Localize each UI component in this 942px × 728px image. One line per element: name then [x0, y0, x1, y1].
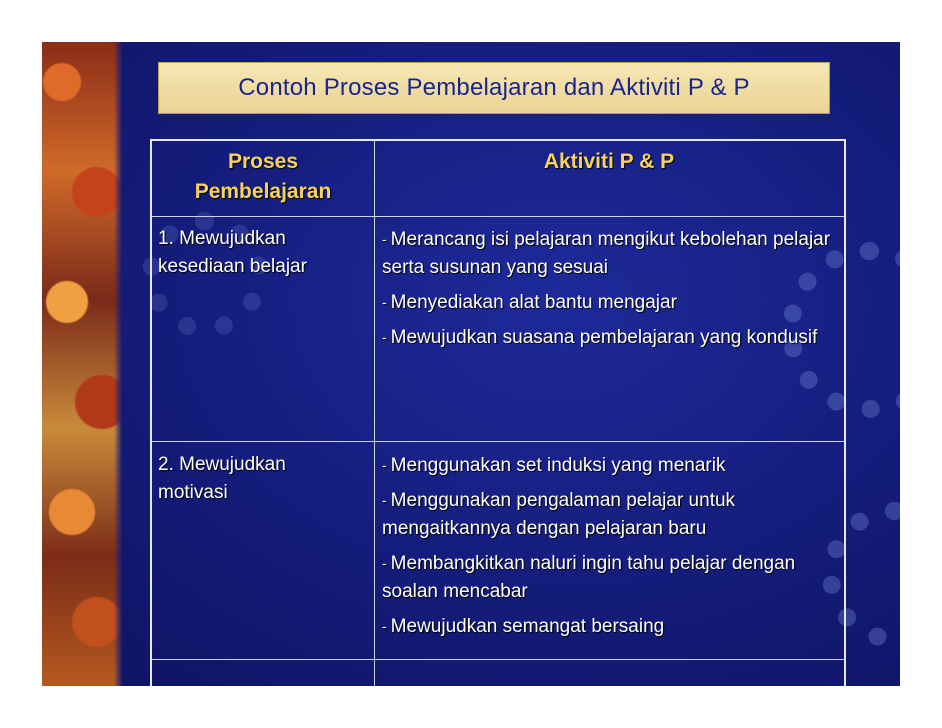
- bullet-dash: -: [382, 618, 387, 634]
- row-divider: [152, 216, 844, 217]
- bullet-dash: -: [382, 329, 387, 345]
- activity-item: [382, 225, 834, 282]
- activity-text: Menggunakan set induksi yang menarik: [390, 455, 726, 476]
- proses-line1: 2. Mewujudkan: [158, 454, 286, 475]
- activity-text: Mewujudkan semangat bersaing: [390, 616, 665, 637]
- header-proses: [152, 147, 374, 207]
- activity-item: [382, 549, 834, 606]
- bullet-dash: -: [382, 231, 387, 247]
- proses-line2: kesediaan belajar: [158, 256, 307, 277]
- header-aktiviti: Aktiviti P & P: [543, 150, 675, 173]
- activity-item: [382, 612, 834, 641]
- slide-title: Contoh Proses Pembelajaran dan Aktiviti P & P: [158, 62, 830, 114]
- header-proses-line2: Pembelajaran: [194, 180, 332, 203]
- activity-text: Mewujudkan suasana pembelajaran yang kondusif: [390, 327, 818, 348]
- table-row-2-activities: [382, 451, 834, 641]
- bullet-dash: -: [382, 457, 387, 473]
- table-row-1-activities: [382, 225, 834, 352]
- proses-line1: 1. Mewujudkan: [158, 228, 286, 249]
- slide: [42, 42, 900, 686]
- activity-text: Membangkitkan naluri ingin tahu pelajar dengan soalan mencabar: [382, 553, 796, 602]
- row-divider: [152, 441, 844, 442]
- activity-item: [382, 451, 834, 480]
- activity-text: Menyediakan alat bantu mengajar: [390, 292, 677, 313]
- row-divider: [152, 659, 844, 660]
- bullet-dash: -: [382, 294, 387, 310]
- decorative-side-band: [42, 42, 122, 686]
- bullet-dash: -: [382, 492, 387, 508]
- activity-text: Menggunakan pengalaman pelajar untuk mengaitkannya dengan pelajaran baru: [382, 490, 736, 539]
- activity-item: [382, 486, 834, 543]
- proses-line2: motivasi: [158, 482, 228, 503]
- table-row-1-proses: [158, 225, 372, 281]
- table-row-2-proses: [158, 451, 372, 507]
- header-proses-line1: Proses: [227, 150, 299, 173]
- activity-text: Merancang isi pelajaran mengikut kebolehan pelajar serta susunan yang sesuai: [382, 229, 831, 278]
- bullet-dash: -: [382, 555, 387, 571]
- activity-item: [382, 323, 834, 352]
- column-divider: [374, 141, 375, 686]
- process-activity-table: [150, 139, 846, 686]
- activity-item: [382, 288, 834, 317]
